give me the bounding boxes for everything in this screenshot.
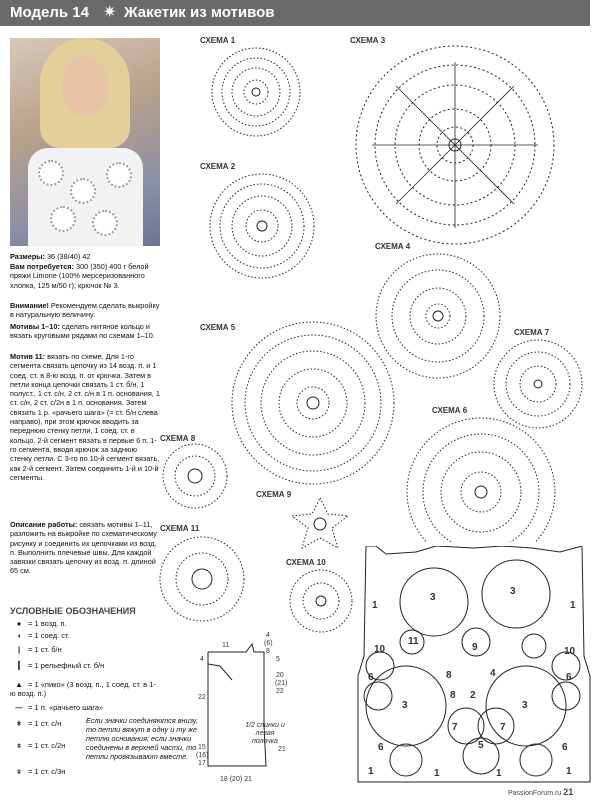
footer [508,787,573,797]
legend-item: ┃ = 1 рельефный ст. б/н [10,660,104,672]
motifs-text: Мотивы 1–10: сделать нитяное кольцо и вязать круговыми рядами по схемам 1–10. [10,322,155,341]
photo-motif [38,160,64,186]
motif-3-b: 3 [510,586,516,597]
photo-motif [50,206,76,232]
motif-3-a: 3 [430,592,436,603]
scheme-label-4: СХЕМА 4 [375,242,411,251]
crab-stitch-icon: — [15,703,23,712]
scheme-label-10: СХЕМА 10 [286,558,326,567]
legend-note: Если значки соединяются внизу, то петли вяжут в одну и ту же петлю основания; если значки соединены в верхней части, то петли провязывают вместе. [86,716,198,761]
scheme-label-11: СХЕМА 11 [160,524,200,533]
scheme-label-9: СХЕМА 9 [256,490,292,499]
motif-8-b: 8 [450,690,456,701]
motif-6-b: 6 [566,672,572,683]
photo-motif [70,178,96,204]
motif-1-c: 1 [368,766,374,777]
motif-1-a: 1 [372,600,378,611]
dim-22-right: 22 [276,688,284,695]
sizes-text: Размеры: 36 (38/40) 42 [10,252,91,261]
photo-motif [106,162,132,188]
photo-face [62,56,108,116]
header-bar [0,0,590,26]
scheme-3-diagram [352,42,558,248]
legend-item: ⧧ = 1 ст. с/2н [10,740,65,752]
relief-crochet-icon: ┃ [16,661,22,670]
photo-motif [92,210,118,236]
legend-item: | = 1 ст. б/н [10,644,62,656]
dim-16: (16) [196,752,209,759]
slip-stitch-icon: ◖ [16,631,22,640]
page-number: 21 [563,787,574,797]
motif-3-c: 3 [402,700,408,711]
legend-title: УСЛОВНЫЕ ОБОЗНАЧЕНИЯ [10,606,136,616]
motif-2: 2 [470,690,476,701]
motif-1-e: 1 [496,768,502,779]
motif-1-f: 1 [566,766,572,777]
scheme-label-5: СХЕМА 5 [200,323,236,332]
motif-4: 4 [490,668,496,679]
pattern-drawing [196,636,302,782]
dim-11: 11 [222,642,230,649]
legend-item: — = 1 п. «рачьего шага» [10,702,103,714]
motif-10-b: 10 [564,646,576,657]
treble-crochet-icon: ⧧ [17,741,21,750]
dim-6: (6) [264,640,273,647]
triple-treble-icon: ⧧ [17,767,21,776]
work-description-text: Описание работы: связать мотивы 1–11, разложить на выкройке по схематическому рисунку и соединить их цепочками из возд. п. Выполнить плечевые швы. Для каждой завязки связать цепочку из возд. п. длиной 65 см. [10,520,157,576]
motif-1-d: 1 [434,768,440,779]
motif-3-d: 3 [522,700,528,711]
scheme-10-diagram [286,566,356,636]
picot-icon: ▲ [15,680,23,689]
dim-5: 5 [276,656,280,663]
single-crochet-icon: | [17,645,21,654]
motif-6-d: 6 [562,742,568,753]
motif-6-c: 6 [378,742,384,753]
site-watermark: PassionForum.ru [508,790,562,797]
dim-21: (21) [275,680,288,687]
dim-22-left: 22 [198,694,206,701]
motif-1-b: 1 [570,600,576,611]
dim-18: 18 (20) 21 [220,776,252,783]
legend-item: ǂ = 1 ст. с/н [10,718,61,730]
scheme-label-7: СХЕМА 7 [514,328,550,337]
model-number: Модель 14 [10,4,89,21]
motif-6-a: 6 [368,672,374,683]
legend-item: ⧧ = 1 ст. с/3н [10,766,65,778]
motif-5: 5 [478,740,484,751]
scheme-label-6: СХЕМА 6 [432,406,468,415]
scheme-label-2: СХЕМА 2 [200,162,236,171]
scheme-label-1: СХЕМА 1 [200,36,236,45]
scheme-5-diagram [228,318,398,488]
pattern-caption: 1/2 спинки и левая полочка [245,722,285,745]
dim-15: 15 [198,744,206,751]
model-photo [10,38,160,246]
motif-7-a: 7 [452,722,458,733]
dim-17: 17 [198,760,206,767]
scheme-9-diagram [286,496,354,552]
motif11-text: Мотив 11: вязать по схеме. Для 1-го сегмента связать цепочку из 14 возд. п. и 1 соед. ст. в 8-ю возд. п. от крючка. Затем в петли конца цепочки связать 1 ст. б/н, 1 полуст., 1 ст. с/н, 2 ст. с/н в 1 п. основания, 1 ст. с/н, 2 ст. с/2н в 1 п. основания. Затем связать 1 р. «рачьего шага» (= ст. б/н слева направо), при этом крючок вводить за переднюю стенку петли, 1 соед. ст. в кольцо. 2-й сегмент вязать в первые 6 п. 1-го сегмента, вводя крючок за заднюю стенку петли. С 3-го по 10-й сегмент вязать, как 2-й сегмент. Затем соединить 1-й и 10-й сегменты. [10,352,160,482]
dim-4: 4 [266,632,270,639]
scheme-7-diagram [490,336,586,432]
motif-9: 9 [472,642,478,653]
star-icon: ✷ [103,4,117,21]
legend-item: ◖ = 1 соед. ст. [10,630,70,642]
scheme-1-diagram [208,44,304,140]
motif-7-b: 7 [500,722,506,733]
legend-item: ▲ = 1 «пико» (3 возд. п., 1 соед. ст. в 1-ю возд. п.) [10,680,156,698]
scheme-2-diagram [206,170,318,282]
attention-text: Внимание! Рекомендуем сделать выкройку в натуральную величину. [10,301,160,320]
dim-4-left: 4 [200,656,204,663]
motif-10-a: 10 [374,644,386,655]
dim-20: 20 [276,672,284,679]
legend-item: ● = 1 возд. п. [10,618,67,630]
motif-11: 11 [408,636,419,647]
dim-21-bottom: 21 [278,746,286,753]
motif-layout-diagram [356,546,596,784]
page-title: Жакетик из мотивов [124,4,275,21]
dim-8: 8 [266,648,270,655]
materials-text: Вам потребуется: 300 (350) 400 г белой пряжи Limone (100% мерсеризованного хлопка, 125 м/50 г); крючок № 3. [10,262,149,290]
chain-stitch-icon: ● [16,619,22,628]
scheme-11-diagram [150,532,254,626]
motif-8-a: 8 [446,670,452,681]
double-crochet-icon: ǂ [16,719,22,728]
scheme-label-8: СХЕМА 8 [160,434,196,443]
scheme-6-diagram [396,414,566,542]
scheme-label-3: СХЕМА 3 [350,36,386,45]
scheme-8-diagram [150,440,240,512]
